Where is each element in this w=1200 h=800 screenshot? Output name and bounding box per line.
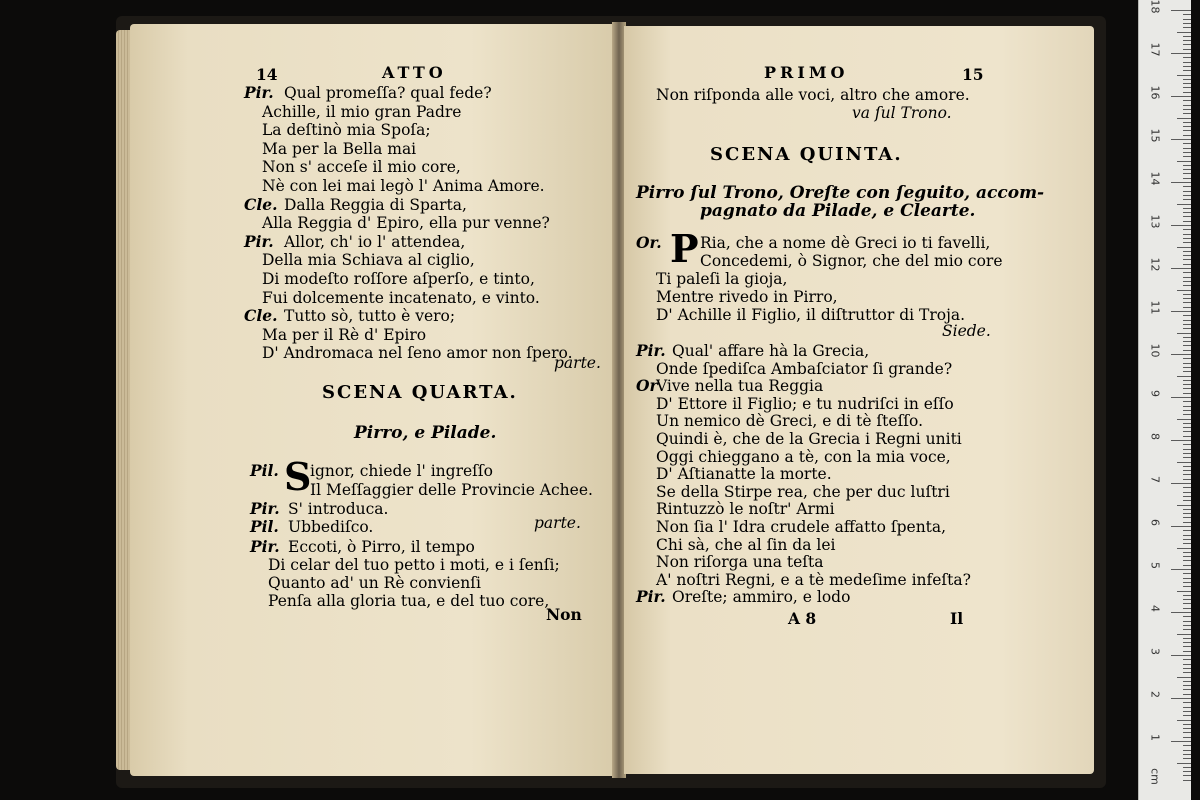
verse-line: Nè con lei mai legò l' Anima Amore. [262,177,545,195]
ruler-number: 9 [1148,390,1162,397]
ruler-tick [1183,143,1191,144]
ruler-tick [1171,96,1191,97]
ruler-number: 15 [1148,128,1162,143]
verse-line: S' introduca. [288,500,389,518]
speaker-label: Pir. [250,499,280,518]
ruler-number: 6 [1148,519,1162,526]
page-number: 14 [256,65,278,84]
ruler-tick [1183,621,1191,622]
speaker-label: Pir. [636,341,666,360]
ruler-tick [1171,569,1191,570]
ruler-tick [1183,578,1191,579]
ruler-tick [1183,298,1191,299]
catchword: Il [950,609,964,628]
ruler-tick [1171,182,1191,183]
ruler-tick [1183,487,1191,488]
verse-line: Vive nella tua Reggia [656,377,824,396]
ruler-tick [1183,745,1191,746]
ruler-tick [1183,199,1191,200]
verse-line: Non ſia l' Idra crudele affatto ſpenta, [656,518,947,536]
stage-direction: va ſul Trono. [852,104,952,122]
speaker-label: Pir. [244,83,274,102]
ruler-tick [1171,10,1191,11]
ruler-tick [1183,126,1191,127]
ruler-tick [1183,152,1191,153]
ruler-tick [1183,535,1191,536]
ruler-tick [1183,449,1191,450]
ruler-number: 3 [1148,648,1162,655]
ruler-tick [1177,419,1191,420]
ruler-tick [1171,354,1191,355]
ruler-tick [1177,505,1191,506]
verse-line: Alla Reggia d' Epiro, ella pur venne? [262,214,550,233]
ruler-tick [1183,694,1191,695]
ruler-tick [1183,500,1191,501]
ruler-tick [1183,234,1191,235]
verse-line: D' Andromaca nel ſeno amor non ſpero. [262,344,573,363]
verse-line: Un nemico dè Greci, e di tè ſteſſo. [656,412,924,431]
ruler-tick [1183,277,1191,278]
ruler-tick [1183,436,1191,437]
ruler-number: 4 [1148,605,1162,612]
ruler-tick [1183,36,1191,37]
ruler-tick [1171,526,1191,527]
ruler-tick [1183,629,1191,630]
verse-line: Di modeſto roſſore aſperſo, e tinto, [262,270,535,288]
ruler-tick [1183,664,1191,665]
ruler-tick [1177,720,1191,721]
ruler-tick [1183,479,1191,480]
ruler-tick [1183,328,1191,329]
ruler-number: 5 [1148,562,1162,569]
ruler-tick [1183,113,1191,114]
ruler-number: 10 [1148,343,1162,358]
ruler-tick [1171,440,1191,441]
ruler-tick [1183,423,1191,424]
speaker-label: Pil. [250,517,279,536]
ruler-tick [1183,195,1191,196]
ruler-tick [1183,242,1191,243]
ruler-tick [1183,105,1191,106]
ruler-tick [1183,444,1191,445]
ruler-tick [1183,281,1191,282]
ruler-tick [1183,702,1191,703]
ruler-tick [1183,427,1191,428]
ruler-tick [1183,595,1191,596]
verse-line: Rintuzzò le noſtr' Armi [656,500,835,519]
ruler-tick [1177,376,1191,377]
ruler-tick [1183,509,1191,510]
ruler-tick [1183,492,1191,493]
verse-line: La deſtinò mia Spoſa; [262,121,431,140]
ruler-unit: cm [1148,768,1162,785]
ruler-tick [1177,32,1191,33]
ruler-tick [1183,681,1191,682]
ruler-tick [1177,763,1191,764]
verse-line: Quanto ad' un Rè convienſi [268,574,481,592]
ruler-tick [1177,75,1191,76]
ruler-number: 16 [1148,85,1162,100]
stage-direction: Siede. [942,322,991,340]
running-head: PRIMO [764,63,849,82]
ruler-tick [1183,255,1191,256]
ruler-tick [1183,122,1191,123]
ruler-tick [1183,668,1191,669]
ruler-tick [1183,780,1191,781]
ruler-tick [1183,582,1191,583]
ruler-tick [1183,49,1191,50]
ruler-tick [1183,552,1191,553]
stage-direction: parte. [554,354,601,372]
ruler-tick [1183,573,1191,574]
verse-line: Allor, ch' io l' attendea, [284,232,466,251]
ruler-tick [1183,393,1191,394]
ruler-tick [1183,191,1191,192]
ruler-tick [1183,543,1191,544]
ruler-tick [1183,57,1191,58]
speaker-label: Pir. [636,587,666,607]
ruler-tick [1183,410,1191,411]
ruler-tick [1183,208,1191,209]
ruler-tick [1177,204,1191,205]
page-number: 15 [962,65,984,84]
drop-cap: P [670,226,699,271]
stage-direction: parte. [534,514,581,532]
ruler-tick [1183,707,1191,708]
ruler-tick [1177,634,1191,635]
ruler-tick [1183,70,1191,71]
verse-line: Concedemi, ò Signor, che del mio core [700,252,1003,270]
ruler-tick [1171,268,1191,269]
running-head: ATTO [382,63,447,82]
ruler-tick [1183,130,1191,131]
ruler-tick [1183,92,1191,93]
ruler-tick [1183,470,1191,471]
ruler-tick [1183,337,1191,338]
ruler-tick [1183,156,1191,157]
ruler-tick [1183,513,1191,514]
ruler-tick [1183,371,1191,372]
verse-line: Il Meſſaggier delle Provincie Achee. [310,481,593,499]
ruler-tick [1177,161,1191,162]
verse-line: D' Achille il Figlio, il diſtruttor di Troja. [656,306,966,324]
ruler-tick [1183,388,1191,389]
ruler-tick [1183,358,1191,359]
ruler-tick [1171,397,1191,398]
verse-line: Oggi chieggano a tè, con la mia voce, [656,447,951,466]
ruler-tick [1183,737,1191,738]
ruler-tick [1183,711,1191,712]
verse-line: Di celar del tuo petto i moti, e i ſenſi; [268,556,560,574]
ruler-tick [1183,431,1191,432]
verse-line: Tutto sò, tutto è vero; [284,307,456,326]
ruler-tick [1183,732,1191,733]
ruler-tick [1183,363,1191,364]
speaker-label: Pil. [250,461,279,480]
ruler-tick [1183,406,1191,407]
ruler-tick [1183,23,1191,24]
ruler-number: 8 [1148,433,1162,440]
ruler-tick [1171,483,1191,484]
ruler-tick [1183,466,1191,467]
verse-line: Mentre rivedo in Pirro, [656,288,838,306]
ruler-tick [1177,591,1191,592]
verse-line: Ti paleſi la gioja, [656,270,788,288]
ruler-tick [1183,100,1191,101]
ruler-tick [1183,83,1191,84]
ruler-tick [1183,625,1191,626]
ruler-number: 17 [1148,42,1162,57]
verse-line: Onde ſpediſca Ambaſciator ſi grande? [656,359,953,378]
ruler-number: 1 [1148,734,1162,741]
ruler-tick [1183,767,1191,768]
ruler-tick [1183,689,1191,690]
ruler-tick [1183,758,1191,759]
ruler-number: 14 [1148,171,1162,186]
ruler-tick [1183,672,1191,673]
ruler-tick [1171,612,1191,613]
ruler-tick [1183,771,1191,772]
ruler-tick [1183,148,1191,149]
ruler-tick [1183,221,1191,222]
ruler-tick [1183,173,1191,174]
ruler-tick [1183,638,1191,639]
ruler-tick [1183,728,1191,729]
verse-line: D' Ettore il Figlio; e tu nudriſci in eſſo [656,394,954,413]
ruler-tick [1171,655,1191,656]
verse-line: ignor, chiede l' ingreſſo [310,462,493,480]
verse-line: Penſa alla gloria tua, e del tuo core, [268,592,550,610]
ruler-tick [1183,496,1191,497]
ruler-number: 13 [1148,214,1162,229]
speaker-label: Or. [636,233,662,252]
verse-line: Non riſponda alle voci, altro che amore. [656,86,970,104]
ruler-tick [1183,186,1191,187]
ruler-tick [1183,341,1191,342]
signature-mark: A 8 [788,609,817,628]
ruler-number: 7 [1148,476,1162,483]
ruler-tick [1183,775,1191,776]
verse-line: Oreſte; ammiro, e lodo [672,588,851,607]
verse-line: Ma per il Rè d' Epiro [262,325,427,344]
ruler-tick [1183,27,1191,28]
ruler-tick [1183,474,1191,475]
scene-title: SCENA QUARTA. [322,382,518,403]
ruler-number: 18 [1148,0,1162,14]
verse-line: Ma per la Bella mai [262,139,417,158]
ruler-tick [1183,238,1191,239]
ruler-tick [1171,741,1191,742]
ruler-tick [1183,556,1191,557]
verse-line: Non riſorga una teſta [656,553,824,572]
verse-line: Chi sà, che al ſin da lei [656,535,836,554]
ruler-tick [1183,380,1191,381]
scene-subtitle: pagnato da Pilade, e Clearte. [700,201,976,221]
verse-line: Se della Stirpe rea, che per duc luſtri [656,482,950,501]
ruler-tick [1183,229,1191,230]
ruler-tick [1171,311,1191,312]
ruler-tick [1171,139,1191,140]
ruler-tick [1177,462,1191,463]
ruler-tick [1183,44,1191,45]
ruler-tick [1183,259,1191,260]
ruler-tick [1183,642,1191,643]
measuring-ruler [1138,0,1191,800]
verse-line: Della mia Schiava al ciglio, [262,251,475,270]
ruler-tick [1183,350,1191,351]
ruler-tick [1183,560,1191,561]
ruler-tick [1183,608,1191,609]
ruler-tick [1183,453,1191,454]
ruler-number: 11 [1148,300,1162,315]
ruler-number: 2 [1148,691,1162,698]
ruler-tick [1183,565,1191,566]
verse-line: Dalla Reggia di Sparta, [284,195,467,214]
ruler-tick [1177,677,1191,678]
ruler-tick [1183,367,1191,368]
speaker-label: Cle. [244,194,278,214]
verse-line: Eccoti, ò Pirro, il tempo [288,538,475,556]
ruler-tick [1183,517,1191,518]
ruler-tick [1183,315,1191,316]
ruler-tick [1177,118,1191,119]
verse-line: D' Aſtianatte la morte. [656,465,832,484]
ruler-tick [1183,715,1191,716]
ruler-tick [1183,539,1191,540]
verse-line: Ria, che a nome dè Greci io ti favelli, [700,234,991,252]
ruler-tick [1183,651,1191,652]
scene-subtitle: Pirro ſul Trono, Oreſte con ſeguito, accom- [636,183,1045,203]
ruler-tick [1183,685,1191,686]
ruler-tick [1183,302,1191,303]
ruler-tick [1183,285,1191,286]
verse-line: Achille, il mio gran Padre [262,102,462,121]
scene-title: SCENA QUINTA. [710,144,903,165]
ruler-tick [1183,750,1191,751]
ruler-tick [1171,53,1191,54]
verse-line: Non s' acceſe il mio core, [262,158,461,177]
ruler-tick [1183,169,1191,170]
verse-line: Quindi è, che de la Grecia i Regni uniti [656,430,962,448]
drop-cap: S [284,454,312,499]
ruler-tick [1183,109,1191,110]
ruler-tick [1183,307,1191,308]
ruler-number: 12 [1148,257,1162,272]
scene-subtitle: Pirro, e Pilade. [354,423,497,443]
ruler-tick [1183,414,1191,415]
ruler-tick [1183,320,1191,321]
speaker-label: Cle. [244,306,278,326]
ruler-tick [1183,659,1191,660]
ruler-tick [1177,290,1191,291]
ruler-tick [1183,251,1191,252]
verse-line: Qual promeſſa? qual fede? [284,84,492,102]
ruler-tick [1183,79,1191,80]
ruler-tick [1177,333,1191,334]
ruler-tick [1171,698,1191,699]
ruler-tick [1183,14,1191,15]
ruler-tick [1183,135,1191,136]
ruler-tick [1183,216,1191,217]
ruler-tick [1177,247,1191,248]
verse-line: Qual' affare hà la Grecia, [672,342,870,360]
ruler-tick [1183,457,1191,458]
ruler-tick [1183,401,1191,402]
catchword: Non [546,605,582,624]
ruler-tick [1183,616,1191,617]
ruler-tick [1183,87,1191,88]
ruler-tick [1183,603,1191,604]
ruler-tick [1183,384,1191,385]
ruler-tick [1183,165,1191,166]
ruler-tick [1183,530,1191,531]
ruler-tick [1183,754,1191,755]
ruler-tick [1183,272,1191,273]
ruler-tick [1183,599,1191,600]
ruler-tick [1183,178,1191,179]
ruler-tick [1183,522,1191,523]
speaker-label: Pir. [250,537,280,556]
ruler-tick [1183,19,1191,20]
verse-line: Fui dolcemente incatenato, e vinto. [262,288,540,307]
ruler-tick [1183,724,1191,725]
ruler-tick [1171,225,1191,226]
speaker-label: Pir. [244,231,274,251]
ruler-tick [1183,212,1191,213]
ruler-tick [1183,646,1191,647]
ruler-tick [1183,345,1191,346]
speaker-label: Or [636,376,658,396]
ruler-tick [1177,548,1191,549]
ruler-tick [1183,294,1191,295]
verse-line: Ubbediſco. [288,518,374,536]
verse-line: A' noſtri Regni, e a tè medeſime infeſta? [656,570,971,589]
ruler-tick [1183,62,1191,63]
ruler-tick [1183,324,1191,325]
ruler-tick [1183,264,1191,265]
ruler-tick [1183,66,1191,67]
ruler-tick [1183,40,1191,41]
ruler-tick [1183,586,1191,587]
